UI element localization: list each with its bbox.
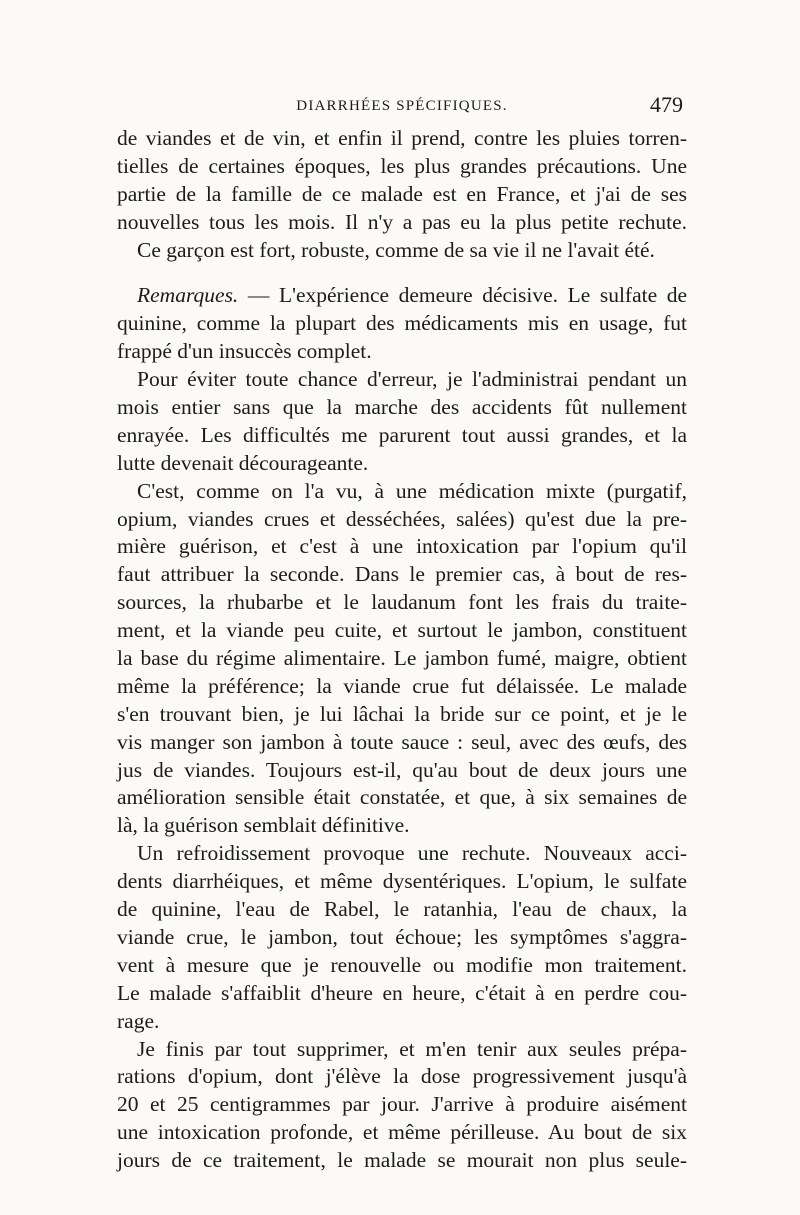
text-line: quinine, comme la plupart des médicaments mis en usage, fut — [117, 311, 687, 336]
text-line: même la préférence; la viande crue fut délaissée. Le malade — [117, 673, 687, 698]
text-line: s'en trouvant bien, je lui lâchai la bride sur ce point, et je le — [117, 701, 687, 726]
text-line: enrayée. Les difficultés me parurent tout aussi grandes, et la — [117, 422, 687, 447]
text-line: dents diarrhéiques, et même dysentériques. L'opium, le sulfate — [117, 869, 687, 894]
text-line: mois entier sans que la marche des accidents fût nullement — [117, 395, 687, 420]
text-line: C'est, comme on l'a vu, à une médication mixte (purgatif, — [137, 478, 687, 503]
text-line: là, la guérison semblait définitive. — [117, 813, 410, 838]
text-line: sources, la rhubarbe et le laudanum font les frais du traite- — [117, 590, 687, 615]
text-line: de quinine, l'eau de Rabel, le ratanhia, l'eau de chaux, la — [117, 897, 687, 922]
text-line: viande crue, le jambon, tout échoue; les symptômes s'aggra- — [117, 924, 687, 949]
page-header — [117, 92, 687, 122]
text-line: Ce garçon est fort, robuste, comme de sa vie il ne l'avait été. — [137, 237, 655, 262]
text-line: jus de viandes. Toujours est-il, qu'au bout de deux jours une — [117, 757, 687, 782]
text-line: lutte devenait décourageante. — [117, 450, 369, 475]
text-line: nouvelles tous les mois. Il n'y a pas eu la plus petite rechute. — [117, 209, 687, 234]
text-line: mière guérison, et c'est à une intoxication par l'opium qu'il — [117, 534, 687, 559]
body-text — [117, 125, 687, 1175]
text-line: vent à mesure que je renouvelle ou modifie mon traitement. — [117, 952, 687, 977]
text-line: tielles de certaines époques, les plus grandes précautions. Une — [117, 153, 687, 178]
page-number: 479 — [650, 92, 683, 117]
text-line: jours de ce traitement, le malade se mourait non plus seule- — [117, 1148, 687, 1173]
text-line: amélioration sensible était constatée, et que, à six semaines de — [117, 785, 687, 810]
text-line: faut attribuer la seconde. Dans le premier cas, à bout de res- — [117, 562, 687, 587]
remarks-line-text: L'expérience demeure décisive. Le sulfate de — [278, 283, 687, 308]
text-line: rations d'opium, dont j'élève la dose progressivement jusqu'à — [117, 1064, 687, 1089]
text-line: Je finis par tout supprimer, et m'en tenir aux seules prépa- — [137, 1036, 687, 1061]
text-line: une intoxication profonde, et même périlleuse. Au bout de six — [117, 1120, 687, 1145]
text-line: frappé d'un insuccès complet. — [117, 339, 372, 364]
text-line: 20 et 25 centigrammes par jour. J'arrive à produire aisément — [117, 1092, 687, 1117]
text-line: de viandes et de vin, et enfin il prend, contre les pluies torren- — [117, 126, 687, 150]
text-line: ment, et la viande peu cuite, et surtout le jambon, constituent — [117, 618, 687, 643]
text-line: opium, viandes crues et desséchées, salées) qu'est due la pre- — [117, 506, 687, 531]
remarks-paragraph-line: Remarques. — L'expérience demeure décisive. Le sulfate de — [137, 283, 687, 308]
text-line: partie de la famille de ce malade est en France, et j'ai de ses — [117, 181, 687, 206]
text-line: Un refroidissement provoque une rechute. Nouveaux acci- — [137, 841, 687, 866]
text-line: Pour éviter toute chance d'erreur, je l'administrai pendant un — [137, 367, 687, 392]
running-title: DIARRHÉES SPÉCIFIQUES. — [296, 98, 508, 114]
remarks-label: Remarques. — [137, 283, 239, 308]
text-line: Le malade s'affaiblit d'heure en heure, c'était à en perdre cou- — [117, 980, 687, 1005]
text-line: la base du régime alimentaire. Le jambon fumé, maigre, obtient — [117, 646, 687, 671]
text-line: vis manger son jambon à toute sauce : seul, avec des œufs, des — [117, 729, 687, 754]
text-line: rage. — [117, 1008, 160, 1033]
